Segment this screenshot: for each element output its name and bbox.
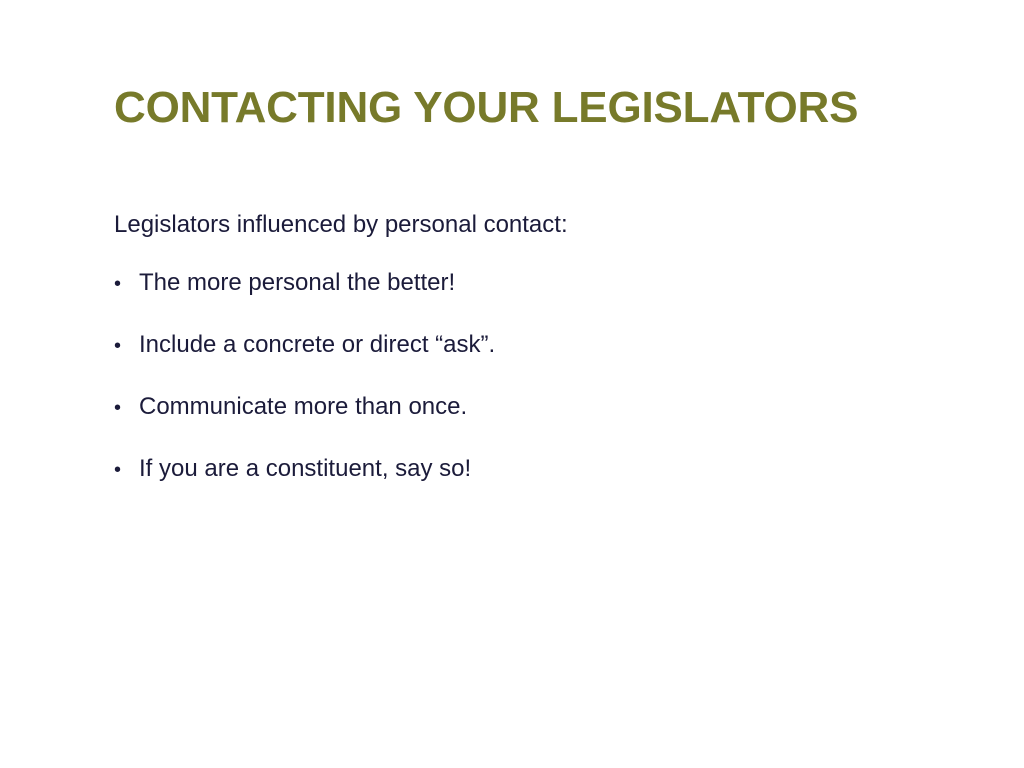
- bullet-text: Include a concrete or direct “ask”.: [139, 331, 496, 358]
- bullet-icon: •: [114, 273, 122, 295]
- bullet-icon: •: [114, 459, 122, 481]
- bullet-text: Communicate more than once.: [139, 393, 468, 420]
- bullet-icon: •: [114, 335, 122, 357]
- bullet-text: If you are a constituent, say so!: [139, 455, 472, 482]
- bullet-list: [114, 268, 495, 516]
- bullet-text: The more personal the better!: [139, 269, 456, 296]
- bullet-icon: •: [114, 397, 122, 419]
- list-item: [114, 330, 495, 392]
- list-item: [114, 268, 495, 330]
- slide-title: CONTACTING YOUR LEGISLATORS: [114, 83, 859, 132]
- list-item: [114, 392, 495, 454]
- intro-text: Legislators influenced by personal contact:: [114, 211, 568, 238]
- list-item: [114, 454, 495, 516]
